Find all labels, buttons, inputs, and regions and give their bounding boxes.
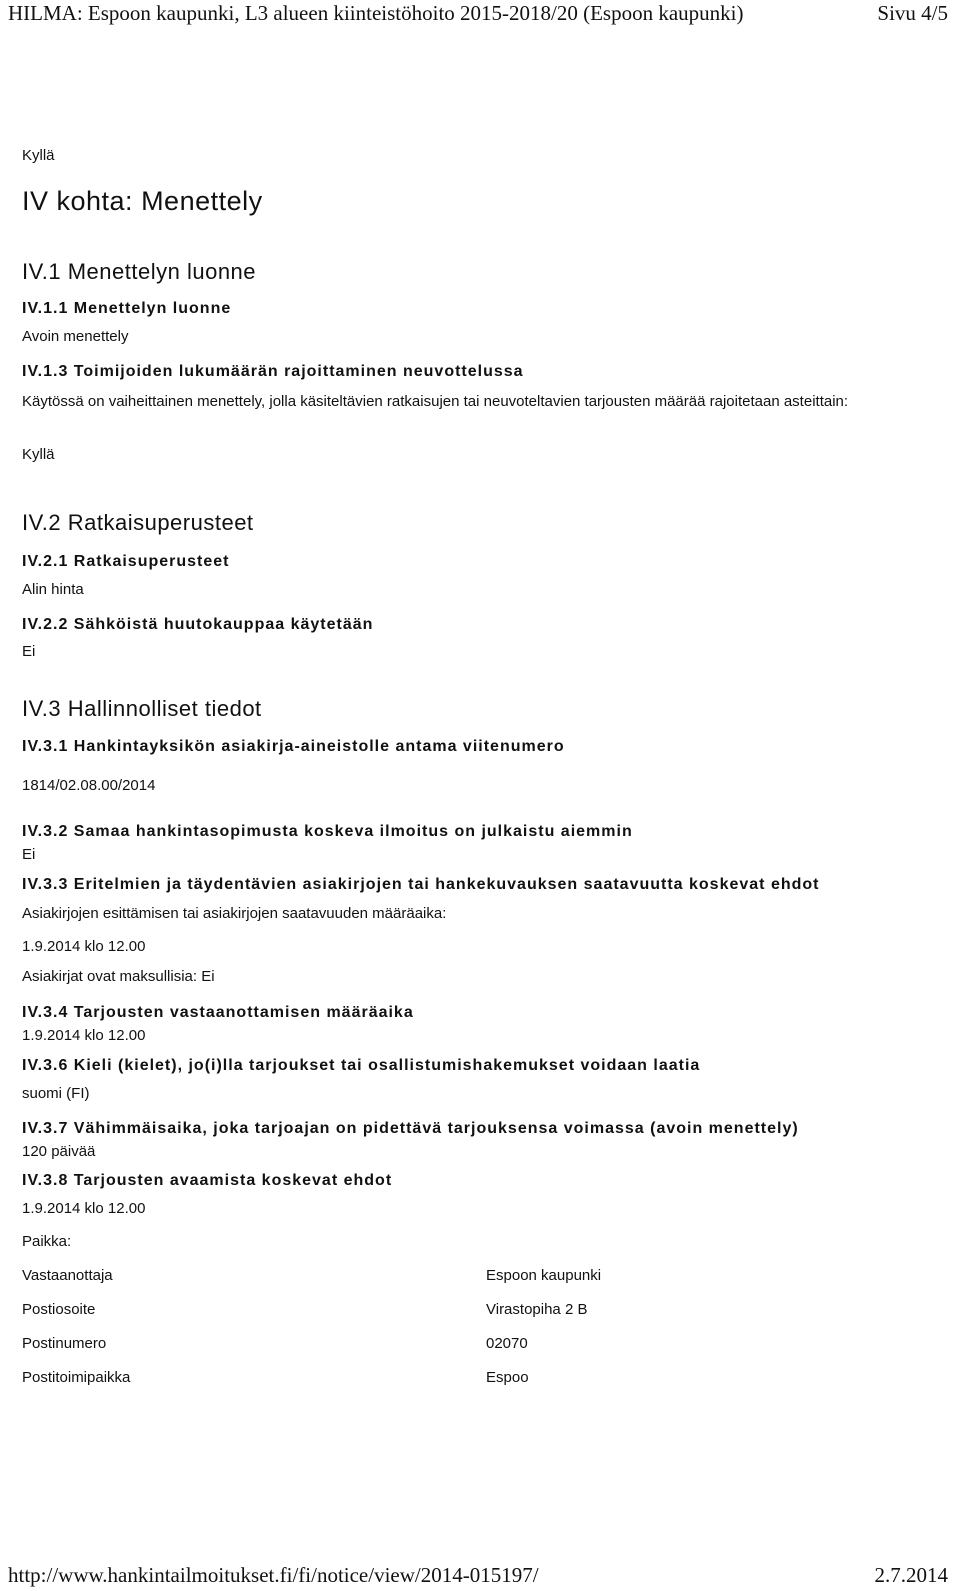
iv3-1-value: 1814/02.08.00/2014 [22,777,156,794]
iv3-6-value: suomi (FI) [22,1085,90,1102]
iv3-2-title: IV.3.2 Samaa hankintasopimusta koskeva ilmoitus on julkaistu aiemmin [22,823,633,840]
iv2-1-title: IV.2.1 Ratkaisuperusteet [22,553,230,570]
iv3-7-value: 120 päivää [22,1143,96,1160]
place-value-address: Virastopiha 2 B [486,1301,588,1318]
previous-value: Kyllä [22,147,55,164]
iv3-3-date: 1.9.2014 klo 12.00 [22,938,146,955]
iv1-1-value: Avoin menettely [22,328,129,345]
iv3-2-value: Ei [22,846,36,863]
place-label-city: Postitoimipaikka [22,1369,131,1386]
iv3-3-label: Asiakirjojen esittämisen tai asiakirjojen saatavuuden määräaika: [22,905,447,922]
iv3-7-title: IV.3.7 Vähimmäisaika, joka tarjoajan on pidettävä tarjouksensa voimassa (avoin menettely) [22,1120,799,1137]
iv2-title: IV.2 Ratkaisuperusteet [22,510,254,535]
place-value-recipient: Espoon kaupunki [486,1267,602,1284]
footer-date: 2.7.2014 [874,1563,948,1587]
place-label-postcode: Postinumero [22,1335,107,1352]
place-value-postcode: 02070 [486,1335,528,1352]
iv1-title: IV.1 Menettelyn luonne [22,259,257,284]
iv1-3-value: Kyllä [22,446,55,463]
section-title: IV kohta: Menettely [22,186,263,216]
iv3-3-title: IV.3.3 Eritelmien ja täydentävien asiakirjojen tai hankekuvauksen saatavuutta koskevat ehdot [22,876,820,893]
iv1-3-title: IV.1.3 Toimijoiden lukumäärän rajoittaminen neuvottelussa [22,363,524,380]
place-label-recipient: Vastaanottaja [22,1267,113,1284]
iv1-1-title: IV.1.1 Menettelyn luonne [22,300,232,317]
iv3-title: IV.3 Hallinnolliset tiedot [22,696,262,721]
iv2-1-value: Alin hinta [22,581,84,598]
footer-url: http://www.hankintailmoitukset.fi/fi/notice/view/2014-015197/ [8,1563,539,1587]
iv3-8-date: 1.9.2014 klo 12.00 [22,1200,146,1217]
iv2-2-title: IV.2.2 Sähköistä huutokauppaa käytetään [22,616,374,633]
iv3-8-place-label: Paikka: [22,1233,72,1250]
iv2-2-value: Ei [22,643,36,660]
iv3-6-title: IV.3.6 Kieli (kielet), jo(i)lla tarjoukset tai osallistumishakemukset voidaan laatia [22,1057,701,1074]
iv1-3-text: Käytössä on vaiheittainen menettely, jolla käsiteltävien ratkaisujen tai neuvoteltavien tarjousten määrää rajoitetaan asteittain: [22,393,849,410]
iv3-4-title: IV.3.4 Tarjousten vastaanottamisen määräaika [22,1004,414,1021]
iv3-3-fee: Asiakirjat ovat maksullisia: Ei [22,968,215,985]
place-label-address: Postiosoite [22,1301,96,1318]
page-header-title: HILMA: Espoon kaupunki, L3 alueen kiinteistöhoito 2015-2018/20 (Espoon kaupunki) [8,1,744,25]
iv3-4-value: 1.9.2014 klo 12.00 [22,1027,146,1044]
page-number: Sivu 4/5 [877,1,948,25]
place-value-city: Espoo [486,1369,529,1386]
iv3-8-title: IV.3.8 Tarjousten avaamista koskevat ehdot [22,1172,393,1189]
iv3-1-title: IV.3.1 Hankintayksikön asiakirja-aineistolle antama viitenumero [22,738,565,755]
